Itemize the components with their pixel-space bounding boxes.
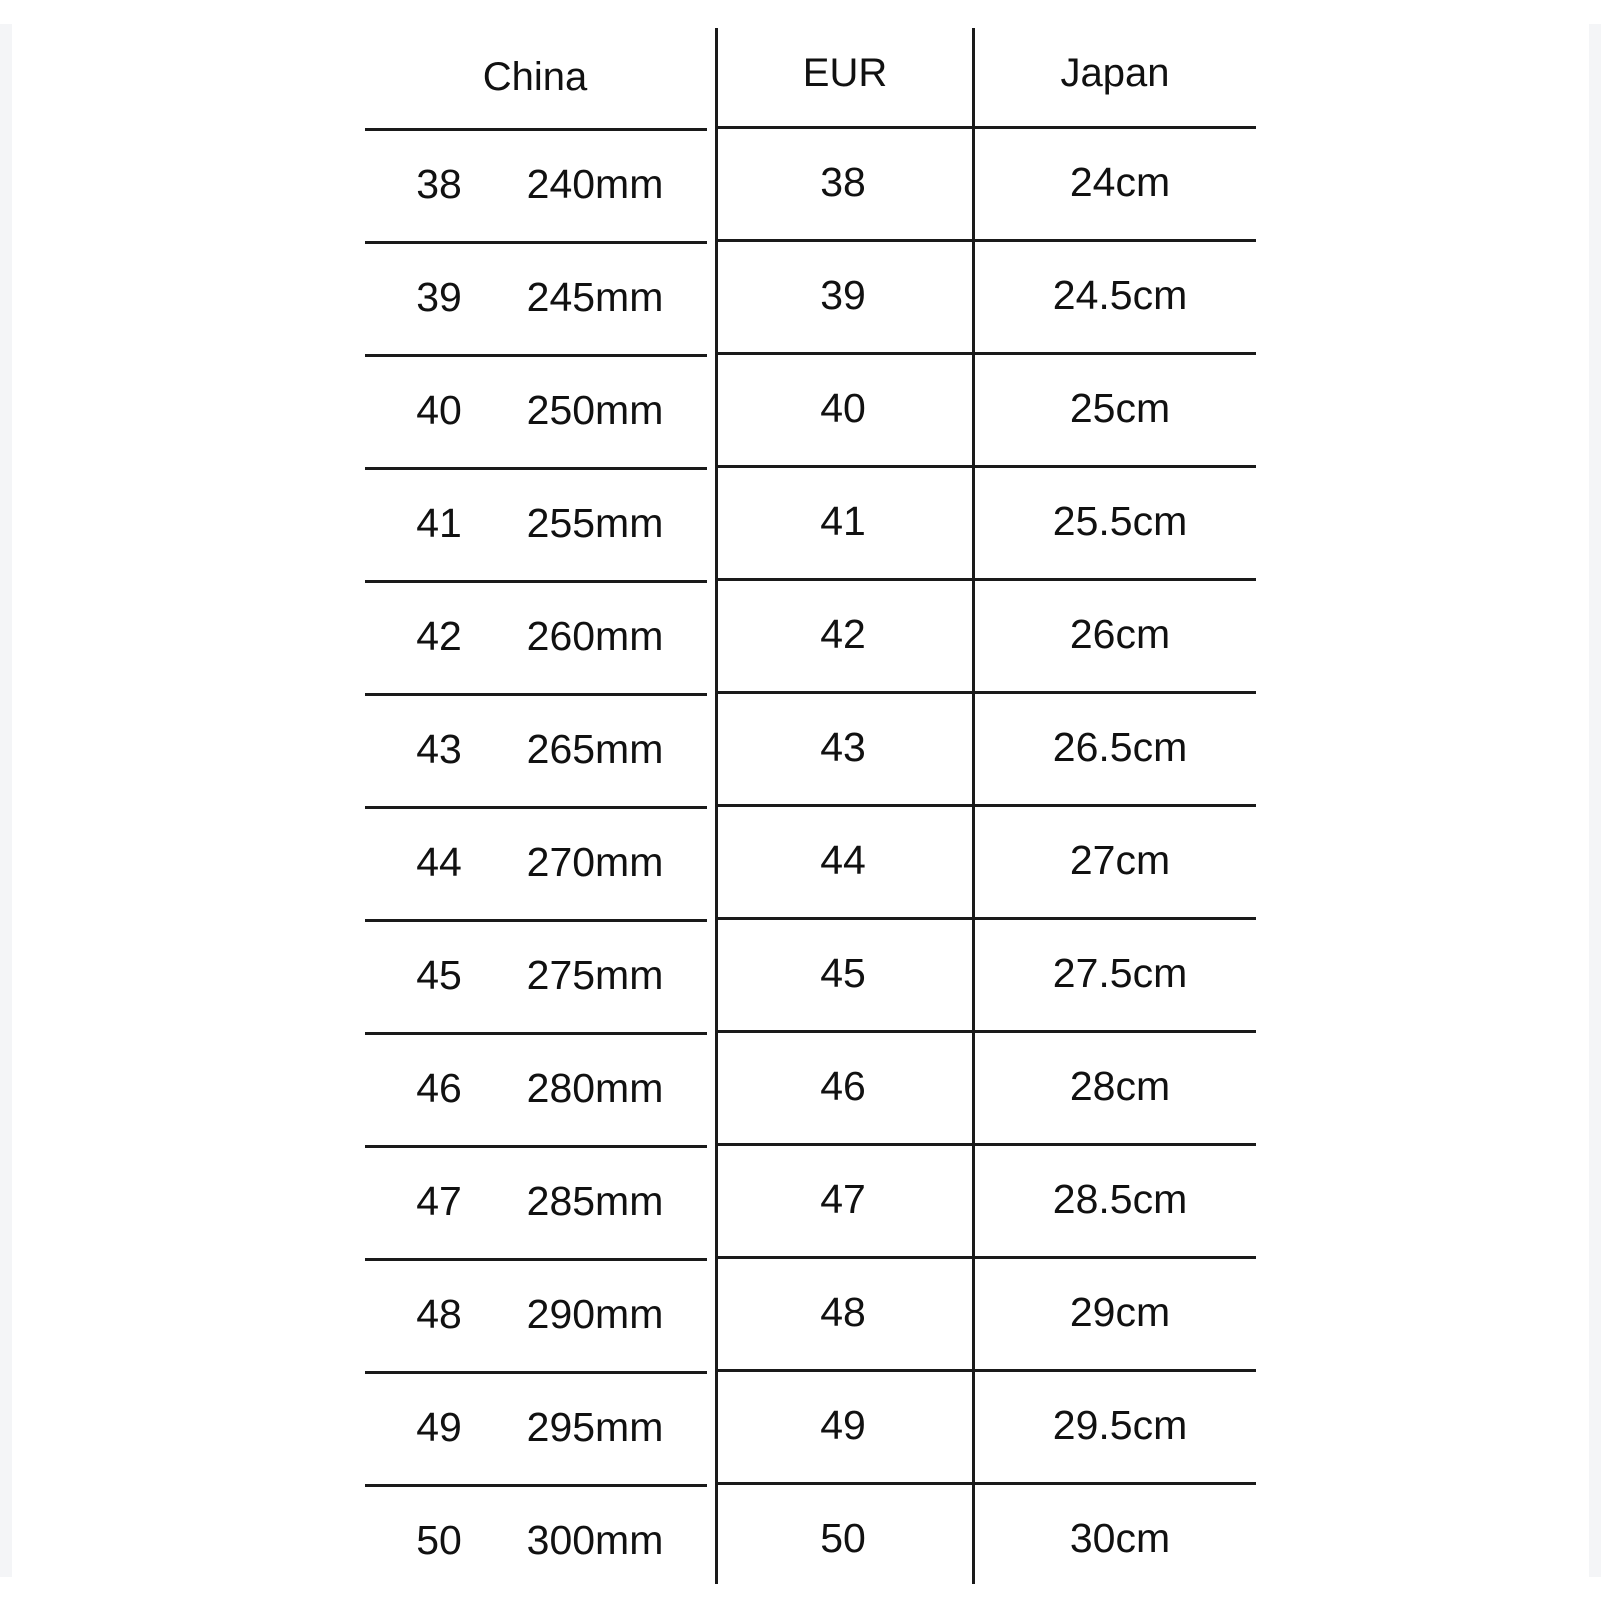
- header-china: China: [482, 55, 588, 99]
- row-divider-right: [716, 1256, 1256, 1259]
- row-divider-right: [716, 1482, 1256, 1485]
- row-divider-left: [365, 1145, 707, 1148]
- china-size-cell: 43: [416, 726, 462, 772]
- china-length-cell: 270mm: [526, 839, 664, 885]
- row-divider-left: [365, 467, 707, 470]
- row-divider-left: [365, 806, 707, 809]
- table-row: [0, 1484, 1601, 1597]
- japan-size-cell: 25cm: [1069, 385, 1171, 431]
- china-size-cell: 38: [416, 161, 462, 207]
- eur-size-cell: 46: [820, 1063, 866, 1109]
- china-size-cell: 39: [416, 274, 462, 320]
- table-row: [0, 1371, 1601, 1484]
- eur-size-cell: 49: [820, 1402, 866, 1448]
- eur-size-cell: 42: [820, 611, 866, 657]
- row-divider-left: [365, 128, 707, 131]
- china-length-cell: 245mm: [526, 274, 664, 320]
- japan-size-cell: 27.5cm: [1052, 950, 1188, 996]
- china-size-cell: 41: [416, 500, 462, 546]
- row-divider-left: [365, 241, 707, 244]
- china-size-cell: 45: [416, 952, 462, 998]
- eur-size-cell: 39: [820, 272, 866, 318]
- china-length-cell: 250mm: [526, 387, 664, 433]
- eur-size-cell: 40: [820, 385, 866, 431]
- eur-size-cell: 38: [820, 159, 866, 205]
- row-divider-right: [716, 352, 1256, 355]
- header-japan: Japan: [1060, 51, 1170, 95]
- row-divider-right: [716, 1030, 1256, 1033]
- row-divider-right: [716, 804, 1256, 807]
- row-divider-right: [716, 691, 1256, 694]
- table-row: [0, 241, 1601, 354]
- japan-size-cell: 24cm: [1069, 159, 1171, 205]
- china-length-cell: 300mm: [526, 1517, 664, 1563]
- row-divider-right: [716, 578, 1256, 581]
- row-divider-right: [716, 1143, 1256, 1146]
- table-row: [0, 1145, 1601, 1258]
- table-row: [0, 806, 1601, 919]
- eur-size-cell: 41: [820, 498, 866, 544]
- row-divider-left: [365, 1258, 707, 1261]
- header-eur: EUR: [802, 51, 888, 95]
- japan-size-cell: 24.5cm: [1052, 272, 1188, 318]
- table-row: [0, 354, 1601, 467]
- table-row: [0, 580, 1601, 693]
- china-length-cell: 265mm: [526, 726, 664, 772]
- china-length-cell: 285mm: [526, 1178, 664, 1224]
- size-table-body: [0, 128, 1601, 1597]
- eur-size-cell: 45: [820, 950, 866, 996]
- china-length-cell: 240mm: [526, 161, 664, 207]
- row-divider-right: [716, 239, 1256, 242]
- japan-size-cell: 26.5cm: [1052, 724, 1188, 770]
- china-size-cell: 49: [416, 1404, 462, 1450]
- japan-size-cell: 28.5cm: [1052, 1176, 1188, 1222]
- japan-size-cell: 26cm: [1069, 611, 1171, 657]
- row-divider-left: [365, 580, 707, 583]
- eur-size-cell: 44: [820, 837, 866, 883]
- china-length-cell: 260mm: [526, 613, 664, 659]
- china-size-cell: 40: [416, 387, 462, 433]
- row-divider-left: [365, 1484, 707, 1487]
- eur-size-cell: 43: [820, 724, 866, 770]
- eur-size-cell: 47: [820, 1176, 866, 1222]
- row-divider-left: [365, 693, 707, 696]
- japan-size-cell: 27cm: [1069, 837, 1171, 883]
- row-divider-left: [365, 1371, 707, 1374]
- row-divider-left: [365, 919, 707, 922]
- china-size-cell: 47: [416, 1178, 462, 1224]
- china-length-cell: 290mm: [526, 1291, 664, 1337]
- japan-size-cell: 30cm: [1069, 1515, 1171, 1561]
- eur-size-cell: 50: [820, 1515, 866, 1561]
- china-size-cell: 42: [416, 613, 462, 659]
- china-size-cell: 50: [416, 1517, 462, 1563]
- china-length-cell: 255mm: [526, 500, 664, 546]
- china-size-cell: 44: [416, 839, 462, 885]
- row-divider-right: [716, 465, 1256, 468]
- row-divider-left: [365, 1032, 707, 1035]
- row-divider-right: [716, 126, 1256, 129]
- china-size-cell: 46: [416, 1065, 462, 1111]
- table-row: [0, 467, 1601, 580]
- table-row: [0, 693, 1601, 806]
- japan-size-cell: 29.5cm: [1052, 1402, 1188, 1448]
- row-divider-right: [716, 917, 1256, 920]
- china-size-cell: 48: [416, 1291, 462, 1337]
- row-divider-right: [716, 1369, 1256, 1372]
- china-length-cell: 280mm: [526, 1065, 664, 1111]
- china-length-cell: 295mm: [526, 1404, 664, 1450]
- japan-size-cell: 25.5cm: [1052, 498, 1188, 544]
- table-row: [0, 1258, 1601, 1371]
- japan-size-cell: 29cm: [1069, 1289, 1171, 1335]
- table-row: [0, 128, 1601, 241]
- eur-size-cell: 48: [820, 1289, 866, 1335]
- japan-size-cell: 28cm: [1069, 1063, 1171, 1109]
- table-row: [0, 919, 1601, 1032]
- table-row: [0, 1032, 1601, 1145]
- china-length-cell: 275mm: [526, 952, 664, 998]
- row-divider-left: [365, 354, 707, 357]
